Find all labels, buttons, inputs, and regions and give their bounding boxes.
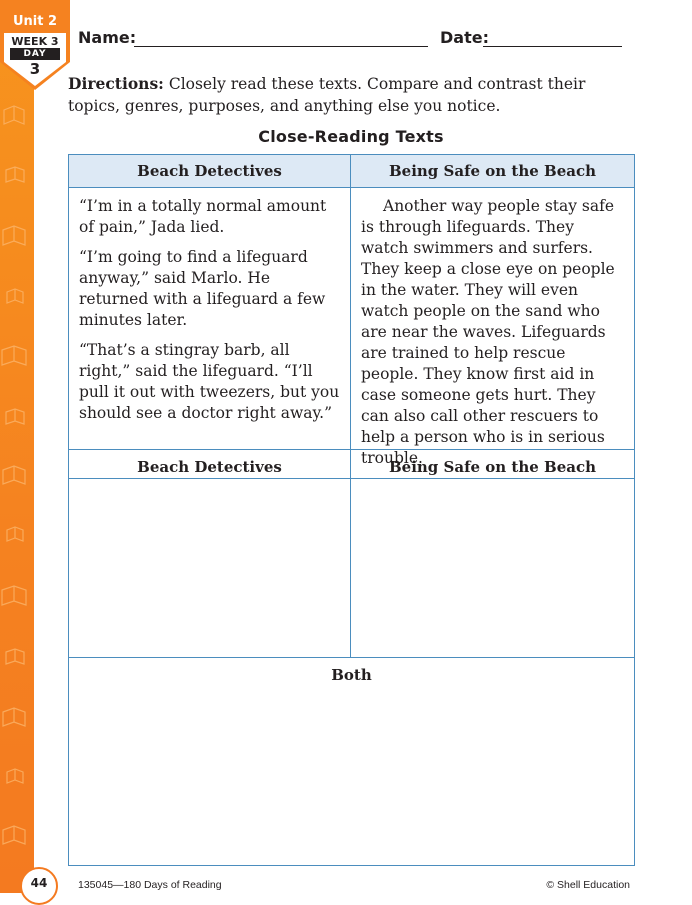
date-label: Date: <box>440 28 489 47</box>
directions-body: Closely read these texts. Compare and contrast their topics, genres, purposes, and anything else you notice. <box>68 75 586 115</box>
badge-unit-label: Unit 2 <box>12 14 58 29</box>
book-pattern-icon <box>0 0 34 893</box>
badge-day-label: DAY <box>10 48 60 60</box>
directions-text <box>68 73 640 117</box>
directions-label: Directions: <box>68 74 164 93</box>
badge-day-number: 3 <box>29 60 41 78</box>
right-paragraph: Another way people stay safe is through lifeguards. They watch swimmers and surfers. They keep a close eye on people in the water. They will even watch people on the sand who are near the waves. Lifeguards are trained to help rescue people. They know first aid in case someone gets hurt. They can also call other rescuers to help a person who is in serious trouble. <box>361 197 615 467</box>
unit-week-day-badge <box>0 0 72 92</box>
name-label: Name: <box>78 28 137 47</box>
name-input-line[interactable] <box>134 46 428 47</box>
compare-right-header: Being Safe on the Beach <box>388 458 597 476</box>
left-paragraph: “I’m going to find a lifeguard anyway,” said Marlo. He returned with a lifeguard a few minutes later. <box>79 248 326 329</box>
compare-both-header: Both <box>331 666 372 684</box>
being-safe-text-cell <box>351 188 635 479</box>
compare-contrast-table <box>68 449 635 866</box>
beach-detectives-answer-box[interactable] <box>69 450 351 658</box>
being-safe-answer-box[interactable] <box>351 450 635 658</box>
name-date-header <box>78 26 638 50</box>
footer-copyright: © Shell Education <box>546 879 630 891</box>
section-title: Close-Reading Texts <box>258 127 444 146</box>
compare-left-header: Beach Detectives <box>137 458 282 476</box>
beach-detectives-text-cell <box>69 188 351 479</box>
page-number: 44 <box>30 876 48 890</box>
orange-side-strip <box>0 0 34 893</box>
texts-left-header: Beach Detectives <box>69 155 351 188</box>
left-paragraph: “That’s a stingray barb, all right,” said the lifeguard. “I’ll pull it out with tweezers, but you should see a doctor right away.” <box>79 341 340 422</box>
close-reading-texts-table <box>68 154 635 479</box>
left-paragraph: “I’m in a totally normal amount of pain,” Jada lied. <box>79 197 327 236</box>
texts-right-header: Being Safe on the Beach <box>351 155 635 188</box>
both-answer-box[interactable] <box>69 658 635 866</box>
footer-book-title: 135045—180 Days of Reading <box>78 879 222 891</box>
badge-week-label: WEEK 3 <box>11 35 59 48</box>
date-input-line[interactable] <box>483 46 622 47</box>
